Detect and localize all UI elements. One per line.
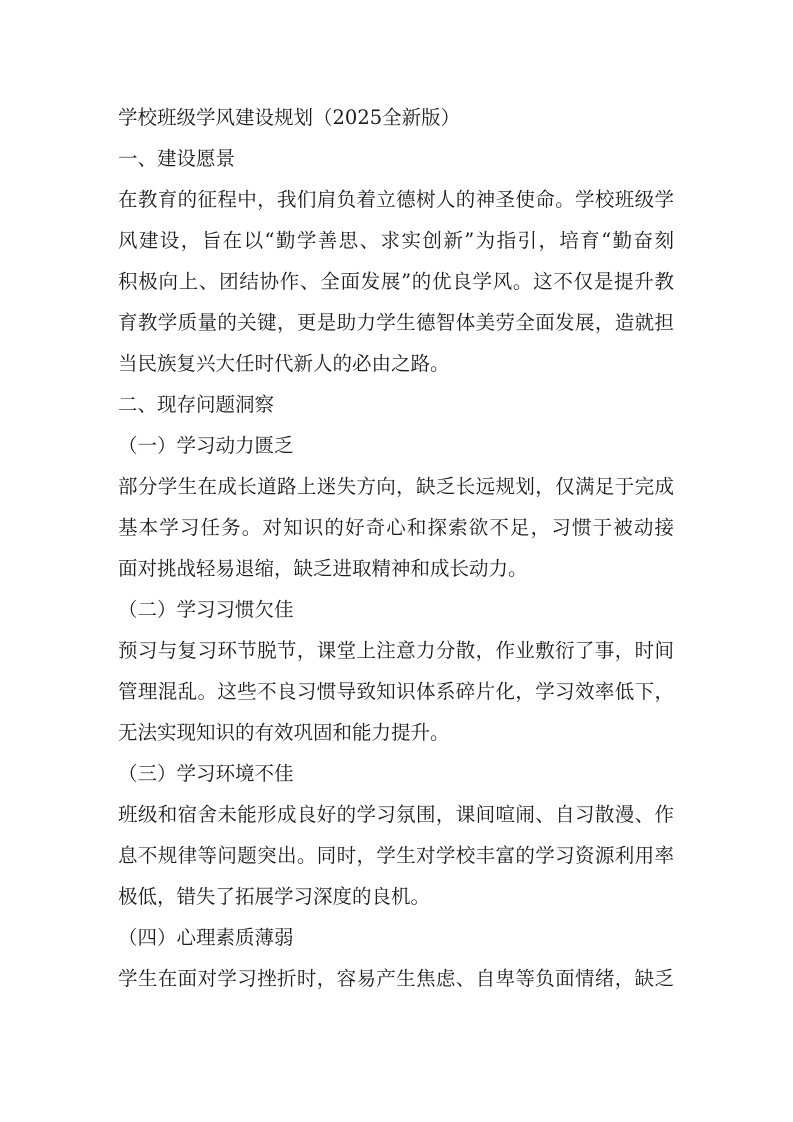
paragraph-line: 风建设，旨在以“勤学善思、求实创新”为指引，培育“勤奋刻 (118, 229, 674, 252)
paragraph-line: 预习与复习环节脱节，课堂上注意力分散，作业敷衍了事，时间 (118, 639, 674, 662)
paragraph (118, 466, 674, 589)
paragraph-line: 无法实现知识的有效巩固和能力提升。 (118, 721, 450, 744)
paragraph-line: 学生在面对学习挫折时，容易产生焦虑、自卑等负面情绪，缺乏 (118, 967, 674, 990)
subsection-heading: （一）学习动力匮乏 (118, 434, 294, 457)
paragraph-line: 在教育的征程中，我们肩负着立德树人的神圣使命。学校班级学 (118, 188, 674, 211)
section-heading: 一、建设愿景 (118, 147, 236, 170)
paragraph (118, 958, 674, 999)
section-heading: 二、现存问题洞察 (118, 393, 275, 416)
subsection-heading: （三）学习环境不佳 (118, 762, 294, 785)
paragraph-line: 当民族复兴大任时代新人的必由之路。 (118, 352, 450, 375)
subsection-heading: （四）心理素质薄弱 (118, 926, 294, 949)
paragraph-line: 育教学质量的关键，更是助力学生德智体美劳全面发展，造就担 (118, 311, 674, 334)
paragraph-line: 班级和宿舍未能形成良好的学习氛围，课间喧闹、自习散漫、作 (118, 803, 674, 826)
paragraph-line: 基本学习任务。对知识的好奇心和探索欲不足，习惯于被动接 (118, 516, 674, 539)
document-body (118, 97, 674, 999)
paragraph (118, 630, 674, 753)
subsection-heading: （二）学习习惯欠佳 (118, 598, 294, 621)
document-title: 学校班级学风建设规划（2025全新版） (118, 106, 461, 129)
paragraph-line: 面对挑战轻易退缩，缺乏进取精神和成长动力。 (118, 557, 528, 580)
paragraph-line: 管理混乱。这些不良习惯导致知识体系碎片化，学习效率低下， (118, 680, 674, 703)
paragraph-line: 部分学生在成长道路上迷失方向，缺乏长远规划，仅满足于完成 (118, 475, 674, 498)
paragraph-line: 极低，错失了拓展学习深度的良机。 (118, 885, 431, 908)
paragraph-line: 息不规律等问题突出。同时，学生对学校丰富的学习资源利用率 (118, 844, 674, 867)
paragraph (118, 179, 674, 384)
paragraph-line: 积极向上、团结协作、全面发展”的优良学风。这不仅是提升教 (118, 270, 674, 293)
paragraph (118, 794, 674, 917)
